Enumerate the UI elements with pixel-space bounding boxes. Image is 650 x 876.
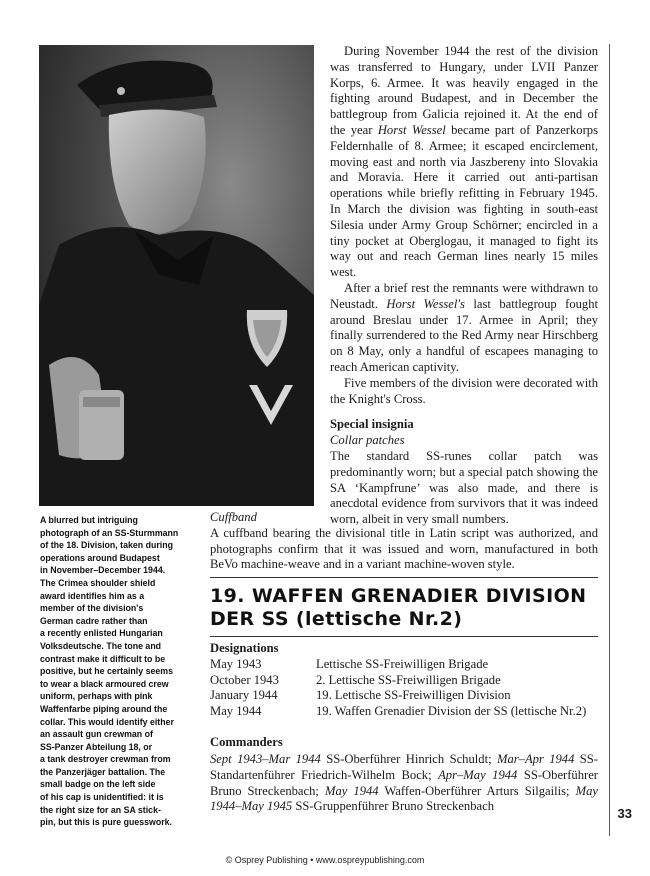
designation-date: May 1944	[210, 703, 262, 718]
caption-line: SS-Panzer Abteilung 18, or	[40, 741, 153, 752]
commanders-heading: Commanders	[210, 735, 283, 749]
body-paragraph: During November 1944 the rest of the division was transferred to Hungary, under LVII Panzer Korps, 6. Armee. It was heavily engaged in the fighting around Budapest, and in December the battlegroup from Galicia rejoined it. At the end of the year Horst Wessel became part of Panzerkorps Feldernhalle of 8. Armee; it escaped encirclement, moving east and north via Jaszbereny into Slovakia and Moravia. Here it carried out anti-partisan operations while briefly refitting in February 1945. In March the division was fighting in south-east Silesia under Army Group Schörner; encircled in a tiny pocket at Oberglogau, it managed to fight its way out and reach German lines nearly 15 miles west.	[330, 44, 598, 280]
section-divider	[210, 577, 598, 578]
commander-period: May 1944–May 1945	[210, 783, 598, 814]
designation-date: January 1944	[210, 688, 278, 703]
commander-period: Apr–May 1944	[438, 767, 518, 782]
soldier-photograph	[39, 45, 314, 506]
division-heading-line: 19. WAFFEN GRENADIER DIVISION	[210, 585, 587, 607]
designation-name: 19. Lettische SS-Freiwilligen Division	[316, 688, 511, 703]
caption-line: positive, but he certainly seems	[40, 666, 173, 677]
designation-name: Lettische SS-Freiwilligen Brigade	[316, 657, 489, 671]
page-edge-rule	[609, 44, 610, 836]
cuffband-heading: Cuffband	[210, 510, 257, 524]
caption-line: a recently enlisted Hungarian	[40, 628, 163, 639]
designation-row	[210, 673, 600, 689]
page-number: 33	[617, 806, 632, 821]
division-heading-line: DER SS (lettische Nr.2)	[210, 608, 463, 630]
caption-line: contrast make it difficult to be	[40, 653, 166, 664]
caption-line: of his cap is unidentified: it is	[40, 792, 164, 803]
italic-title: Horst Wessel	[377, 122, 446, 137]
designation-name: 19. Waffen Grenadier Division der SS (lettische Nr.2)	[316, 703, 587, 718]
caption-line: pin, but this is pure guesswork.	[40, 817, 172, 828]
commander-name: Waffen-Oberführer Arturs Silgailis;	[384, 783, 570, 798]
caption-line: the Panzerjäger battalion. The	[40, 766, 166, 777]
photo-image	[39, 45, 314, 506]
caption-line: member of the division's	[40, 603, 144, 614]
special-insignia-heading: Special insignia	[330, 417, 414, 432]
commander-name: SS-Standartenführer Friedrich-Wilhelm Bock;	[210, 752, 598, 782]
designation-row	[210, 688, 600, 704]
photo-caption	[40, 514, 200, 829]
caption-line: Volksdeutsche. The tone and	[40, 640, 162, 651]
commander-name: SS-Oberführer Hinrich Schuldt;	[326, 752, 492, 766]
caption-line: of the 18. Division, taken during	[40, 540, 173, 551]
commander-name: SS-Oberführer Bruno Streckenbach;	[210, 767, 599, 798]
caption-line: operations around Budapest	[40, 552, 160, 563]
caption-line: A blurred but intriguing	[40, 515, 138, 525]
footer-copyright: © Osprey Publishing • www.ospreypublishing.com	[225, 855, 425, 865]
collar-patches-heading: Collar patches	[330, 433, 405, 448]
caption-line: collar. This would identify either	[40, 716, 174, 727]
cuffband-text: A cuffband bearing the divisional title in Latin script was authorized, and photographs confirm that it was issued and worn, manufactured in both BeVo machine-weave and in a variant machine-woven style.	[210, 525, 598, 572]
commanders-text	[210, 752, 598, 815]
designation-row	[210, 657, 600, 673]
commander-period: Sept 1943–Mar 1944	[210, 752, 321, 766]
caption-line: small badge on the left side	[40, 779, 156, 790]
designation-name: 2. Lettische SS-Freiwilligen Brigade	[316, 672, 501, 687]
right-column	[330, 44, 598, 528]
designation-date: October 1943	[210, 672, 279, 687]
italic-title: Horst Wessel's	[386, 296, 465, 311]
caption-line: a tank destroyer crewman from	[40, 754, 171, 765]
designation-date: May 1943	[210, 657, 262, 671]
body-paragraph: Five members of the division were decorated with the Knight's Cross.	[330, 375, 598, 406]
body-paragraph: After a brief rest the remnants were withdrawn to Neustadt. Horst Wessel's last battlegroup fought around Breslau under 17. Armee in April; they finally surrendered to the Red Army near Hirschberg on 8 May, only a handful of escapees managing to reach American captivity.	[330, 280, 599, 374]
caption-line: award identifies him as a	[40, 590, 145, 601]
commander-period: Mar–Apr 1944	[496, 752, 575, 766]
caption-line: The Crimea shoulder shield	[40, 577, 156, 588]
commander-name: SS-Gruppenführer Bruno Streckenbach	[295, 799, 495, 814]
caption-line: uniform, perhaps with pink	[40, 691, 153, 702]
caption-line: an assault gun crewman of	[40, 729, 153, 740]
division-heading	[210, 585, 600, 631]
commander-period: May 1944	[324, 783, 379, 798]
designations-table	[210, 657, 600, 719]
caption-line: Waffenfarbe piping around the	[40, 703, 168, 714]
caption-line: in November–December 1944.	[40, 565, 166, 576]
caption-line: German cadre rather than	[40, 615, 148, 626]
caption-line: photograph of an SS-Sturmmann	[40, 527, 179, 538]
designation-row	[210, 704, 600, 720]
collar-patches-text: The standard SS-runes collar patch was predominantly worn; but a special patch showing the SA ‘Kampfrune’ was also made, and there is anecdotal evidence from survivors that it was indeed worn, albeit in very small numbers.	[330, 448, 598, 527]
caption-line: the right size for an SA stick-	[40, 804, 161, 815]
caption-line: to wear a black armoured crew	[40, 678, 169, 689]
heading-rule	[210, 636, 598, 637]
designations-heading: Designations	[210, 641, 279, 655]
cuffband-section	[210, 510, 598, 573]
